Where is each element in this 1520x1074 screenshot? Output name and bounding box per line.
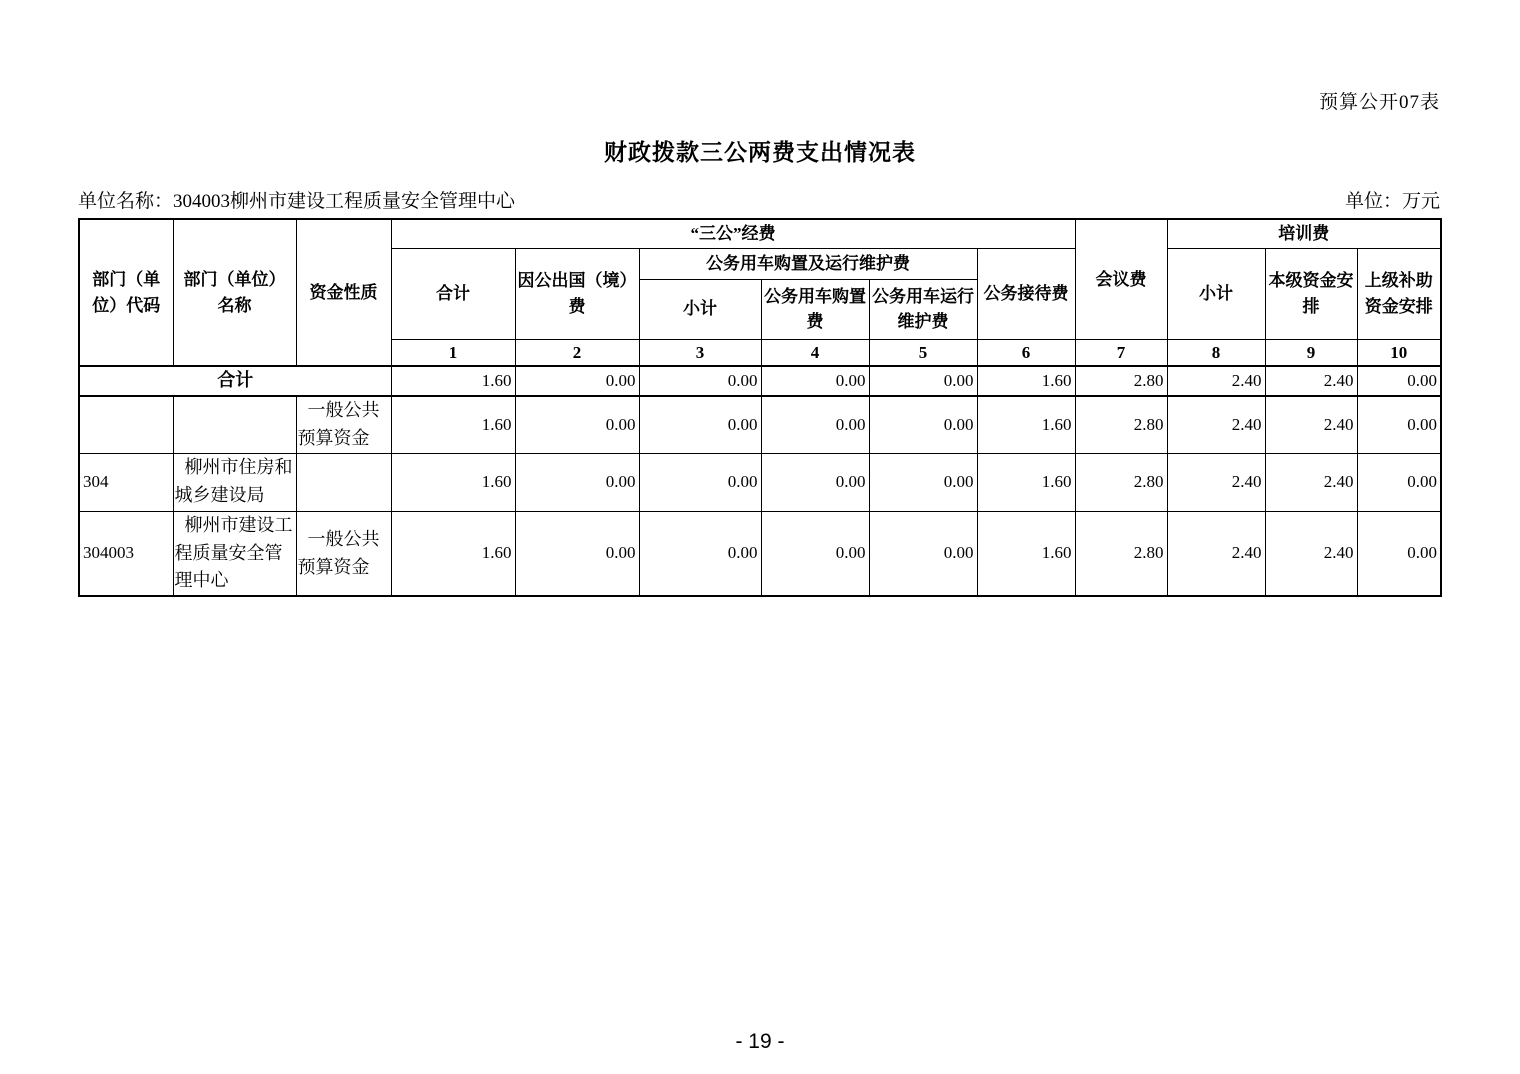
value-cell: 0.00 xyxy=(761,366,869,396)
expenditure-table xyxy=(78,218,1442,597)
table-row xyxy=(79,396,1441,453)
table-row xyxy=(79,511,1441,596)
value-cell: 0.00 xyxy=(515,396,639,453)
header-vehicle-subtotal: 小计 xyxy=(639,279,761,339)
value-cell: 0.00 xyxy=(515,453,639,511)
value-cell: 1.60 xyxy=(391,366,515,396)
cell-fund-nature xyxy=(296,453,391,511)
value-cell: 0.00 xyxy=(869,511,977,596)
value-cell: 0.00 xyxy=(1357,453,1441,511)
table-row-total xyxy=(79,366,1441,396)
form-number-label: 预算公开07表 xyxy=(1318,92,1440,113)
value-cell: 0.00 xyxy=(1357,511,1441,596)
cell-dept-code xyxy=(79,396,173,453)
value-cell: 0.00 xyxy=(1357,366,1441,396)
value-cell: 0.00 xyxy=(515,366,639,396)
column-number: 5 xyxy=(869,339,977,366)
header-training-superior: 上级补助资金安排 xyxy=(1357,248,1441,339)
table-row xyxy=(79,453,1441,511)
header-training-own: 本级资金安排 xyxy=(1265,248,1357,339)
unit-of-measure-label: 单位：万元 xyxy=(1344,191,1440,212)
header-fund-nature: 资金性质 xyxy=(296,219,391,366)
value-cell: 2.40 xyxy=(1167,453,1265,511)
value-cell: 0.00 xyxy=(761,453,869,511)
value-cell: 0.00 xyxy=(761,396,869,453)
header-training-subtotal: 小计 xyxy=(1167,248,1265,339)
column-number: 7 xyxy=(1075,339,1167,366)
unit-name-label: 单位名称：304003柳州市建设工程质量安全管理中心 xyxy=(78,191,516,212)
page-title: 财政拨款三公两费支出情况表 xyxy=(604,140,916,165)
value-cell: 0.00 xyxy=(515,511,639,596)
header-group-row-1 xyxy=(79,219,1441,248)
column-number: 9 xyxy=(1265,339,1357,366)
page-number: - 19 - xyxy=(735,1030,785,1053)
value-cell: 0.00 xyxy=(761,511,869,596)
total-row-label: 合计 xyxy=(79,366,391,396)
value-cell: 2.40 xyxy=(1167,511,1265,596)
value-cell: 0.00 xyxy=(869,366,977,396)
column-number: 6 xyxy=(977,339,1075,366)
value-cell: 1.60 xyxy=(391,396,515,453)
meta-row xyxy=(78,186,1440,213)
value-cell: 0.00 xyxy=(1357,396,1441,453)
value-cell: 0.00 xyxy=(639,453,761,511)
value-cell: 2.40 xyxy=(1167,396,1265,453)
header-vehicle-purchase: 公务用车购置费 xyxy=(761,279,869,339)
value-cell: 2.80 xyxy=(1075,453,1167,511)
value-cell: 2.80 xyxy=(1075,396,1167,453)
column-number: 10 xyxy=(1357,339,1441,366)
column-number: 3 xyxy=(639,339,761,366)
column-number: 8 xyxy=(1167,339,1265,366)
value-cell: 2.40 xyxy=(1167,366,1265,396)
cell-dept-name: 柳州市住房和城乡建设局 xyxy=(173,453,296,511)
value-cell: 2.80 xyxy=(1075,366,1167,396)
header-abroad-fee: 因公出国（境）费 xyxy=(515,248,639,339)
table-header xyxy=(79,219,1441,366)
header-vehicle-operation: 公务用车运行维护费 xyxy=(869,279,977,339)
column-number: 1 xyxy=(391,339,515,366)
cell-fund-nature: 一般公共预算资金 xyxy=(296,396,391,453)
header-sangong-group: “三公”经费 xyxy=(391,219,1075,248)
value-cell: 1.60 xyxy=(977,511,1075,596)
value-cell: 0.00 xyxy=(869,396,977,453)
value-cell: 0.00 xyxy=(639,396,761,453)
value-cell: 1.60 xyxy=(977,453,1075,511)
header-training-group: 培训费 xyxy=(1167,219,1441,248)
value-cell: 0.00 xyxy=(639,366,761,396)
value-cell: 2.40 xyxy=(1265,511,1357,596)
header-dept-code: 部门（单位）代码 xyxy=(79,219,173,366)
table-body xyxy=(79,366,1441,596)
cell-dept-code: 304003 xyxy=(79,511,173,596)
value-cell: 2.40 xyxy=(1265,366,1357,396)
value-cell: 1.60 xyxy=(977,396,1075,453)
header-dept-name: 部门（单位）名称 xyxy=(173,219,296,366)
value-cell: 1.60 xyxy=(391,453,515,511)
cell-fund-nature: 一般公共预算资金 xyxy=(296,511,391,596)
header-total: 合计 xyxy=(391,248,515,339)
value-cell: 2.40 xyxy=(1265,453,1357,511)
value-cell: 2.80 xyxy=(1075,511,1167,596)
cell-dept-name: 柳州市建设工程质量安全管理中心 xyxy=(173,511,296,596)
column-number: 4 xyxy=(761,339,869,366)
cell-dept-code: 304 xyxy=(79,453,173,511)
header-vehicle-group: 公务用车购置及运行维护费 xyxy=(639,248,977,279)
value-cell: 1.60 xyxy=(977,366,1075,396)
value-cell: 2.40 xyxy=(1265,396,1357,453)
column-number: 2 xyxy=(515,339,639,366)
value-cell: 0.00 xyxy=(639,511,761,596)
header-meeting-fee: 会议费 xyxy=(1075,219,1167,339)
value-cell: 1.60 xyxy=(391,511,515,596)
value-cell: 0.00 xyxy=(869,453,977,511)
header-reception-fee: 公务接待费 xyxy=(977,248,1075,339)
cell-dept-name xyxy=(173,396,296,453)
